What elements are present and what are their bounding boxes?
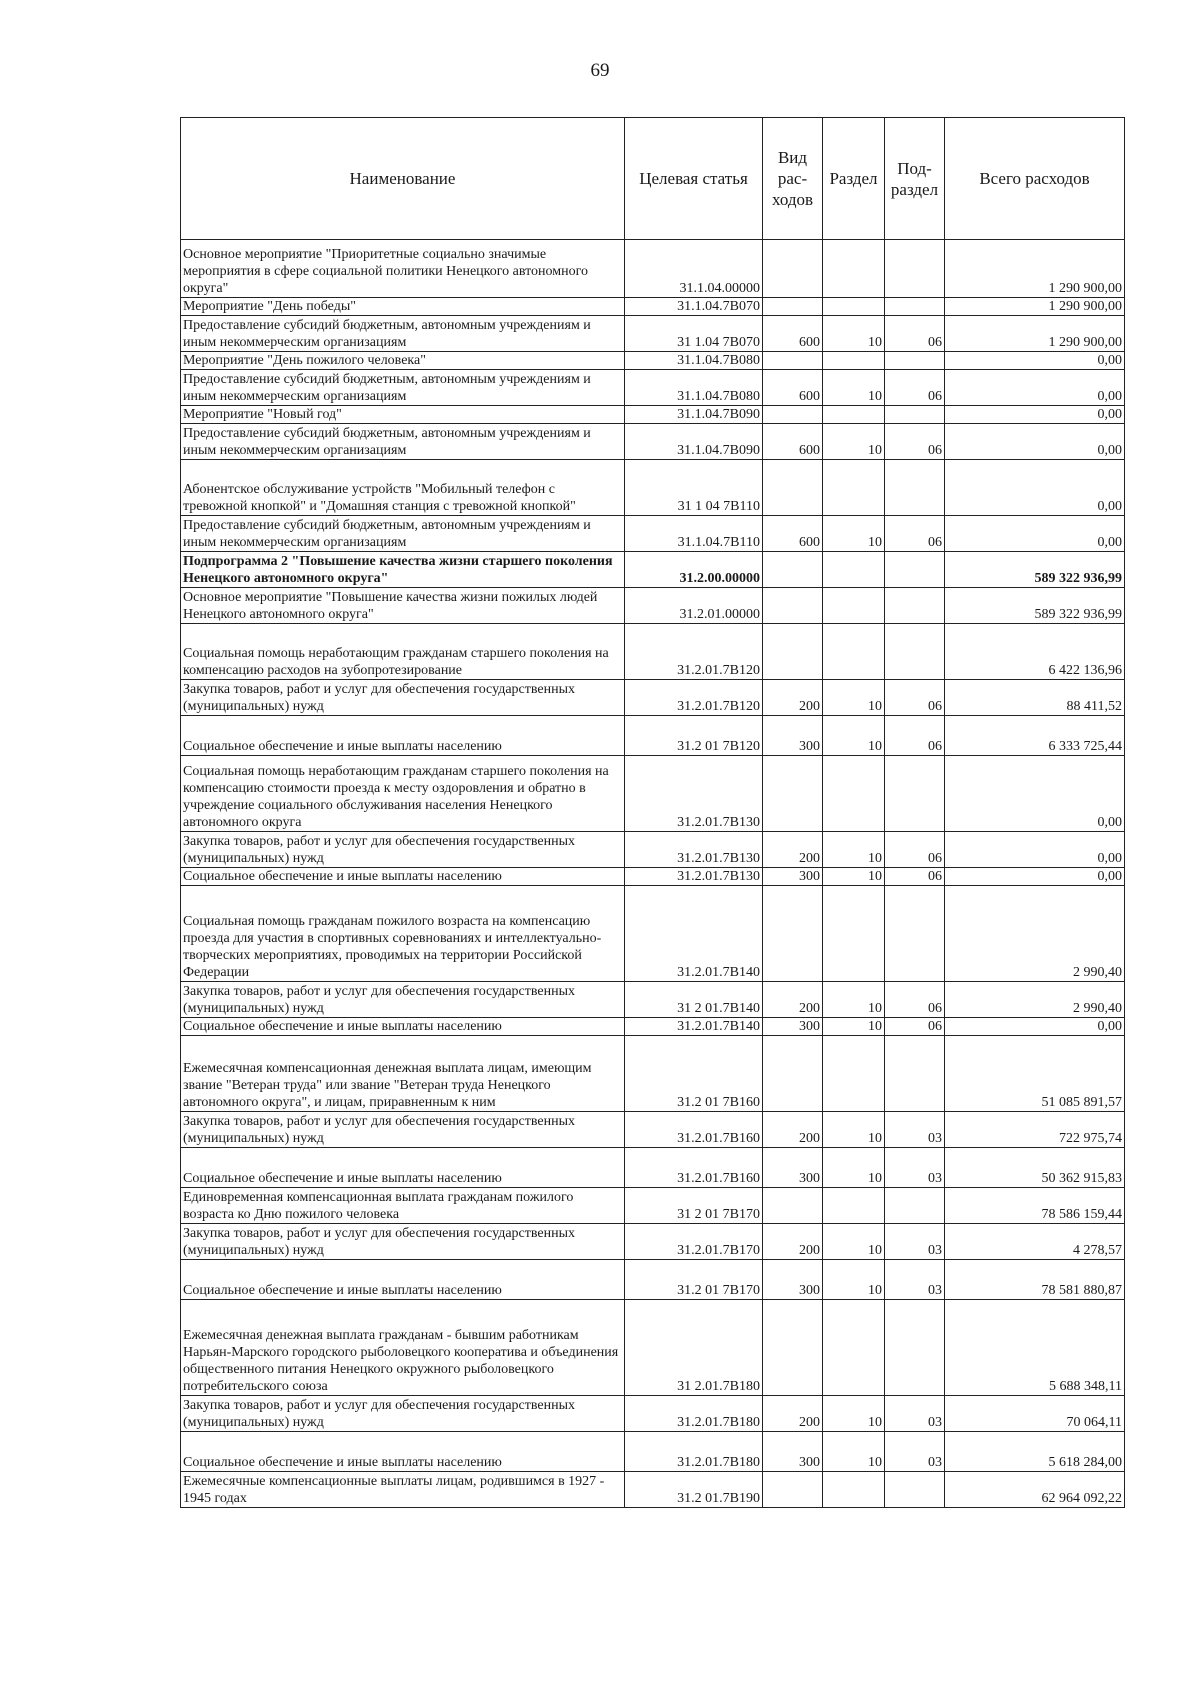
row-total: 78 586 159,44 — [945, 1188, 1125, 1224]
row-section — [823, 588, 885, 624]
row-subsection — [885, 1300, 945, 1396]
row-code: 31.1.04.7B090 — [625, 406, 763, 424]
row-code: 31.2.01.7B140 — [625, 886, 763, 982]
row-code: 31.2.01.7B130 — [625, 868, 763, 886]
row-section — [823, 460, 885, 516]
table-row — [181, 1224, 1125, 1260]
table-row — [181, 1260, 1125, 1300]
row-section: 10 — [823, 1260, 885, 1300]
row-total: 88 411,52 — [945, 680, 1125, 716]
row-name: Социальная помощь гражданам пожилого возраста на компенсацию проезда для участия в спортивных соревнованиях и интеллектуально-творческих мероприятиях, проводимых на территории Российской Федерации — [181, 886, 625, 982]
row-subsection: 06 — [885, 982, 945, 1018]
row-section — [823, 1036, 885, 1112]
row-section: 10 — [823, 982, 885, 1018]
row-subsection: 06 — [885, 424, 945, 460]
table-row — [181, 1148, 1125, 1188]
row-code: 31 2 01 7B170 — [625, 1188, 763, 1224]
row-subsection: 03 — [885, 1224, 945, 1260]
row-name: Ежемесячная денежная выплата гражданам - бывшим работникам Нарьян-Марского городского рыболовецкого кооператива и объединения общественного питания Ненецкого окружного рыболовецкого потребительского союза — [181, 1300, 625, 1396]
row-code: 31.2.01.7B180 — [625, 1432, 763, 1472]
row-code: 31.2.01.7B140 — [625, 1018, 763, 1036]
row-total: 2 990,40 — [945, 982, 1125, 1018]
table-row — [181, 1432, 1125, 1472]
row-subsection: 06 — [885, 516, 945, 552]
page-number: 69 — [590, 60, 610, 81]
table-row — [181, 982, 1125, 1018]
row-subsection — [885, 1188, 945, 1224]
row-subsection: 06 — [885, 370, 945, 406]
row-total: 589 322 936,99 — [945, 552, 1125, 588]
row-total: 1 290 900,00 — [945, 240, 1125, 298]
row-subsection — [885, 624, 945, 680]
row-type — [763, 406, 823, 424]
row-section — [823, 756, 885, 832]
row-section: 10 — [823, 1018, 885, 1036]
row-name: Социальное обеспечение и иные выплаты населению — [181, 1432, 625, 1472]
row-type: 200 — [763, 1396, 823, 1432]
row-subsection: 03 — [885, 1432, 945, 1472]
table-row — [181, 680, 1125, 716]
row-total: 0,00 — [945, 370, 1125, 406]
row-section: 10 — [823, 370, 885, 406]
row-section — [823, 1472, 885, 1508]
table-row — [181, 868, 1125, 886]
row-type — [763, 1188, 823, 1224]
row-type — [763, 240, 823, 298]
row-total: 5 618 284,00 — [945, 1432, 1125, 1472]
table-row — [181, 756, 1125, 832]
row-subsection — [885, 298, 945, 316]
row-type: 200 — [763, 832, 823, 868]
row-section: 10 — [823, 868, 885, 886]
table-row — [181, 460, 1125, 516]
table-row — [181, 624, 1125, 680]
row-total: 0,00 — [945, 516, 1125, 552]
row-name: Основное мероприятие "Приоритетные социально значимые мероприятия в сфере социальной политики Ненецкого автономного округа" — [181, 240, 625, 298]
row-type — [763, 352, 823, 370]
row-code: 31.2.01.7B160 — [625, 1148, 763, 1188]
row-section: 10 — [823, 516, 885, 552]
row-type: 300 — [763, 1018, 823, 1036]
row-subsection — [885, 588, 945, 624]
row-section — [823, 406, 885, 424]
header-name: Наименование — [181, 118, 625, 240]
row-section: 10 — [823, 424, 885, 460]
row-section — [823, 1188, 885, 1224]
row-code: 31 2.01.7B180 — [625, 1300, 763, 1396]
row-total: 78 581 880,87 — [945, 1260, 1125, 1300]
table-row — [181, 516, 1125, 552]
row-section: 10 — [823, 680, 885, 716]
row-section: 10 — [823, 1432, 885, 1472]
row-code: 31.1.04.7B090 — [625, 424, 763, 460]
row-code: 31.2.01.7B170 — [625, 1224, 763, 1260]
row-code: 31.1.04.00000 — [625, 240, 763, 298]
row-section — [823, 886, 885, 982]
row-section — [823, 240, 885, 298]
row-total: 4 278,57 — [945, 1224, 1125, 1260]
row-code: 31.1.04.7B080 — [625, 370, 763, 406]
row-section: 10 — [823, 316, 885, 352]
row-total: 6 422 136,96 — [945, 624, 1125, 680]
row-name: Социальное обеспечение и иные выплаты населению — [181, 1148, 625, 1188]
row-type: 200 — [763, 1112, 823, 1148]
row-total: 2 990,40 — [945, 886, 1125, 982]
row-type — [763, 1300, 823, 1396]
table-row — [181, 1112, 1125, 1148]
table-row — [181, 1396, 1125, 1432]
row-name: Закупка товаров, работ и услуг для обеспечения государственных (муниципальных) нужд — [181, 1396, 625, 1432]
row-type: 200 — [763, 680, 823, 716]
row-subsection — [885, 352, 945, 370]
row-code: 31.2.01.7B120 — [625, 680, 763, 716]
row-name: Социальное обеспечение и иные выплаты населению — [181, 716, 625, 756]
table-row — [181, 716, 1125, 756]
row-type: 300 — [763, 1432, 823, 1472]
row-subsection: 06 — [885, 316, 945, 352]
row-subsection — [885, 1036, 945, 1112]
table-row — [181, 552, 1125, 588]
row-section: 10 — [823, 1396, 885, 1432]
row-subsection — [885, 756, 945, 832]
row-total: 62 964 092,22 — [945, 1472, 1125, 1508]
table-row — [181, 1188, 1125, 1224]
row-code: 31.1.04.7B080 — [625, 352, 763, 370]
row-name: Социальное обеспечение и иные выплаты населению — [181, 868, 625, 886]
row-name: Основное мероприятие "Повышение качества жизни пожилых людей Ненецкого автономного округа" — [181, 588, 625, 624]
row-name: Закупка товаров, работ и услуг для обеспечения государственных (муниципальных) нужд — [181, 982, 625, 1018]
table-row — [181, 370, 1125, 406]
row-subsection: 03 — [885, 1396, 945, 1432]
row-name: Мероприятие "Новый год" — [181, 406, 625, 424]
row-total: 5 688 348,11 — [945, 1300, 1125, 1396]
row-code: 31.2.01.00000 — [625, 588, 763, 624]
row-type: 200 — [763, 982, 823, 1018]
row-type — [763, 460, 823, 516]
row-name: Социальная помощь неработающим гражданам старшего поколения на компенсацию расходов на зубопротезирование — [181, 624, 625, 680]
row-type: 300 — [763, 1148, 823, 1188]
table-row — [181, 406, 1125, 424]
row-name: Мероприятие "День победы" — [181, 298, 625, 316]
row-name: Социальное обеспечение и иные выплаты населению — [181, 1260, 625, 1300]
row-code: 31.2 01 7B170 — [625, 1260, 763, 1300]
row-total: 589 322 936,99 — [945, 588, 1125, 624]
row-code: 31.2.01.7B130 — [625, 756, 763, 832]
row-section: 10 — [823, 1148, 885, 1188]
row-subsection: 03 — [885, 1148, 945, 1188]
header-type: Вид рас- ходов — [763, 118, 823, 240]
row-total: 6 333 725,44 — [945, 716, 1125, 756]
row-type — [763, 1472, 823, 1508]
header-total: Всего расходов — [945, 118, 1125, 240]
row-type: 600 — [763, 516, 823, 552]
row-code: 31.2 01.7B190 — [625, 1472, 763, 1508]
row-section — [823, 624, 885, 680]
row-type: 300 — [763, 1260, 823, 1300]
row-total: 0,00 — [945, 1018, 1125, 1036]
header-subsection: Под- раздел — [885, 118, 945, 240]
row-code: 31.1.04.7B070 — [625, 298, 763, 316]
row-name: Ежемесячная компенсационная денежная выплата лицам, имеющим звание "Ветеран труда" или звание "Ветеран труда Ненецкого автономного округа", и лицам, приравненным к ним — [181, 1036, 625, 1112]
row-subsection: 06 — [885, 1018, 945, 1036]
row-code: 31.2.00.00000 — [625, 552, 763, 588]
table-row — [181, 298, 1125, 316]
row-type — [763, 588, 823, 624]
row-type: 600 — [763, 316, 823, 352]
row-subsection — [885, 240, 945, 298]
row-code: 31.2.01.7B180 — [625, 1396, 763, 1432]
row-type — [763, 298, 823, 316]
row-name: Социальное обеспечение и иные выплаты населению — [181, 1018, 625, 1036]
row-subsection: 06 — [885, 832, 945, 868]
table-row — [181, 588, 1125, 624]
row-code: 31.2.01.7B130 — [625, 832, 763, 868]
row-name: Мероприятие "День пожилого человека" — [181, 352, 625, 370]
budget-table — [180, 117, 1125, 1508]
row-type — [763, 624, 823, 680]
row-total: 0,00 — [945, 406, 1125, 424]
row-name: Ежемесячные компенсационные выплаты лицам, родившимся в 1927 - 1945 годах — [181, 1472, 625, 1508]
row-subsection — [885, 552, 945, 588]
table-row — [181, 424, 1125, 460]
row-code: 31.1.04.7B110 — [625, 516, 763, 552]
row-name: Закупка товаров, работ и услуг для обеспечения государственных (муниципальных) нужд — [181, 680, 625, 716]
row-section — [823, 352, 885, 370]
row-code: 31.2.01.7B160 — [625, 1112, 763, 1148]
row-section: 10 — [823, 716, 885, 756]
row-total: 70 064,11 — [945, 1396, 1125, 1432]
row-type — [763, 552, 823, 588]
row-code: 31 1.04 7B070 — [625, 316, 763, 352]
row-subsection: 03 — [885, 1112, 945, 1148]
row-total: 722 975,74 — [945, 1112, 1125, 1148]
row-name: Предоставление субсидий бюджетным, автономным учреждениям и иным некоммерческим организациям — [181, 370, 625, 406]
header-code: Целевая статья — [625, 118, 763, 240]
table-row — [181, 1300, 1125, 1396]
row-name: Предоставление субсидий бюджетным, автономным учреждениям и иным некоммерческим организациям — [181, 516, 625, 552]
table-header-row — [181, 118, 1125, 240]
row-name: Единовременная компенсационная выплата гражданам пожилого возраста ко Дню пожилого человека — [181, 1188, 625, 1224]
table-row — [181, 240, 1125, 298]
row-section: 10 — [823, 1224, 885, 1260]
row-code: 31.2 01 7B120 — [625, 716, 763, 756]
row-name: Социальная помощь неработающим гражданам старшего поколения на компенсацию стоимости проезда к месту оздоровления и обратно в учреждение социального обслуживания населения Ненецкого автономного округа — [181, 756, 625, 832]
row-total: 1 290 900,00 — [945, 316, 1125, 352]
row-subsection — [885, 406, 945, 424]
row-total: 0,00 — [945, 756, 1125, 832]
row-type — [763, 886, 823, 982]
table-row — [181, 1036, 1125, 1112]
row-subsection — [885, 1472, 945, 1508]
table-row — [181, 832, 1125, 868]
row-type: 200 — [763, 1224, 823, 1260]
row-name: Предоставление субсидий бюджетным, автономным учреждениям и иным некоммерческим организациям — [181, 316, 625, 352]
row-name: Абонентское обслуживание устройств "Мобильный телефон с тревожной кнопкой" и "Домашняя станция с тревожной кнопкой" — [181, 460, 625, 516]
row-type: 600 — [763, 370, 823, 406]
row-subsection: 06 — [885, 868, 945, 886]
row-section — [823, 1300, 885, 1396]
row-total: 0,00 — [945, 868, 1125, 886]
table-row — [181, 886, 1125, 982]
row-type: 300 — [763, 716, 823, 756]
row-name: Закупка товаров, работ и услуг для обеспечения государственных (муниципальных) нужд — [181, 832, 625, 868]
table-row — [181, 352, 1125, 370]
row-section: 10 — [823, 832, 885, 868]
row-type: 300 — [763, 868, 823, 886]
row-code: 31 2 01.7B140 — [625, 982, 763, 1018]
row-subsection — [885, 886, 945, 982]
row-total: 50 362 915,83 — [945, 1148, 1125, 1188]
table-row — [181, 1472, 1125, 1508]
row-total: 51 085 891,57 — [945, 1036, 1125, 1112]
row-name: Закупка товаров, работ и услуг для обеспечения государственных (муниципальных) нужд — [181, 1112, 625, 1148]
row-subsection: 03 — [885, 1260, 945, 1300]
row-total: 1 290 900,00 — [945, 298, 1125, 316]
row-total: 0,00 — [945, 424, 1125, 460]
row-subsection: 06 — [885, 716, 945, 756]
row-type: 600 — [763, 424, 823, 460]
row-subsection — [885, 460, 945, 516]
row-total: 0,00 — [945, 460, 1125, 516]
row-total: 0,00 — [945, 832, 1125, 868]
row-section — [823, 552, 885, 588]
row-code: 31.2 01 7B160 — [625, 1036, 763, 1112]
row-total: 0,00 — [945, 352, 1125, 370]
row-code: 31.2.01.7B120 — [625, 624, 763, 680]
row-name: Закупка товаров, работ и услуг для обеспечения государственных (муниципальных) нужд — [181, 1224, 625, 1260]
row-code: 31 1 04 7B110 — [625, 460, 763, 516]
header-section: Раздел — [823, 118, 885, 240]
table-row — [181, 1018, 1125, 1036]
row-name: Предоставление субсидий бюджетным, автономным учреждениям и иным некоммерческим организациям — [181, 424, 625, 460]
row-type — [763, 756, 823, 832]
row-section — [823, 298, 885, 316]
row-name: Подпрограмма 2 "Повышение качества жизни старшего поколения Ненецкого автономного округа" — [181, 552, 625, 588]
row-type — [763, 1036, 823, 1112]
table-row — [181, 316, 1125, 352]
row-section: 10 — [823, 1112, 885, 1148]
row-subsection: 06 — [885, 680, 945, 716]
